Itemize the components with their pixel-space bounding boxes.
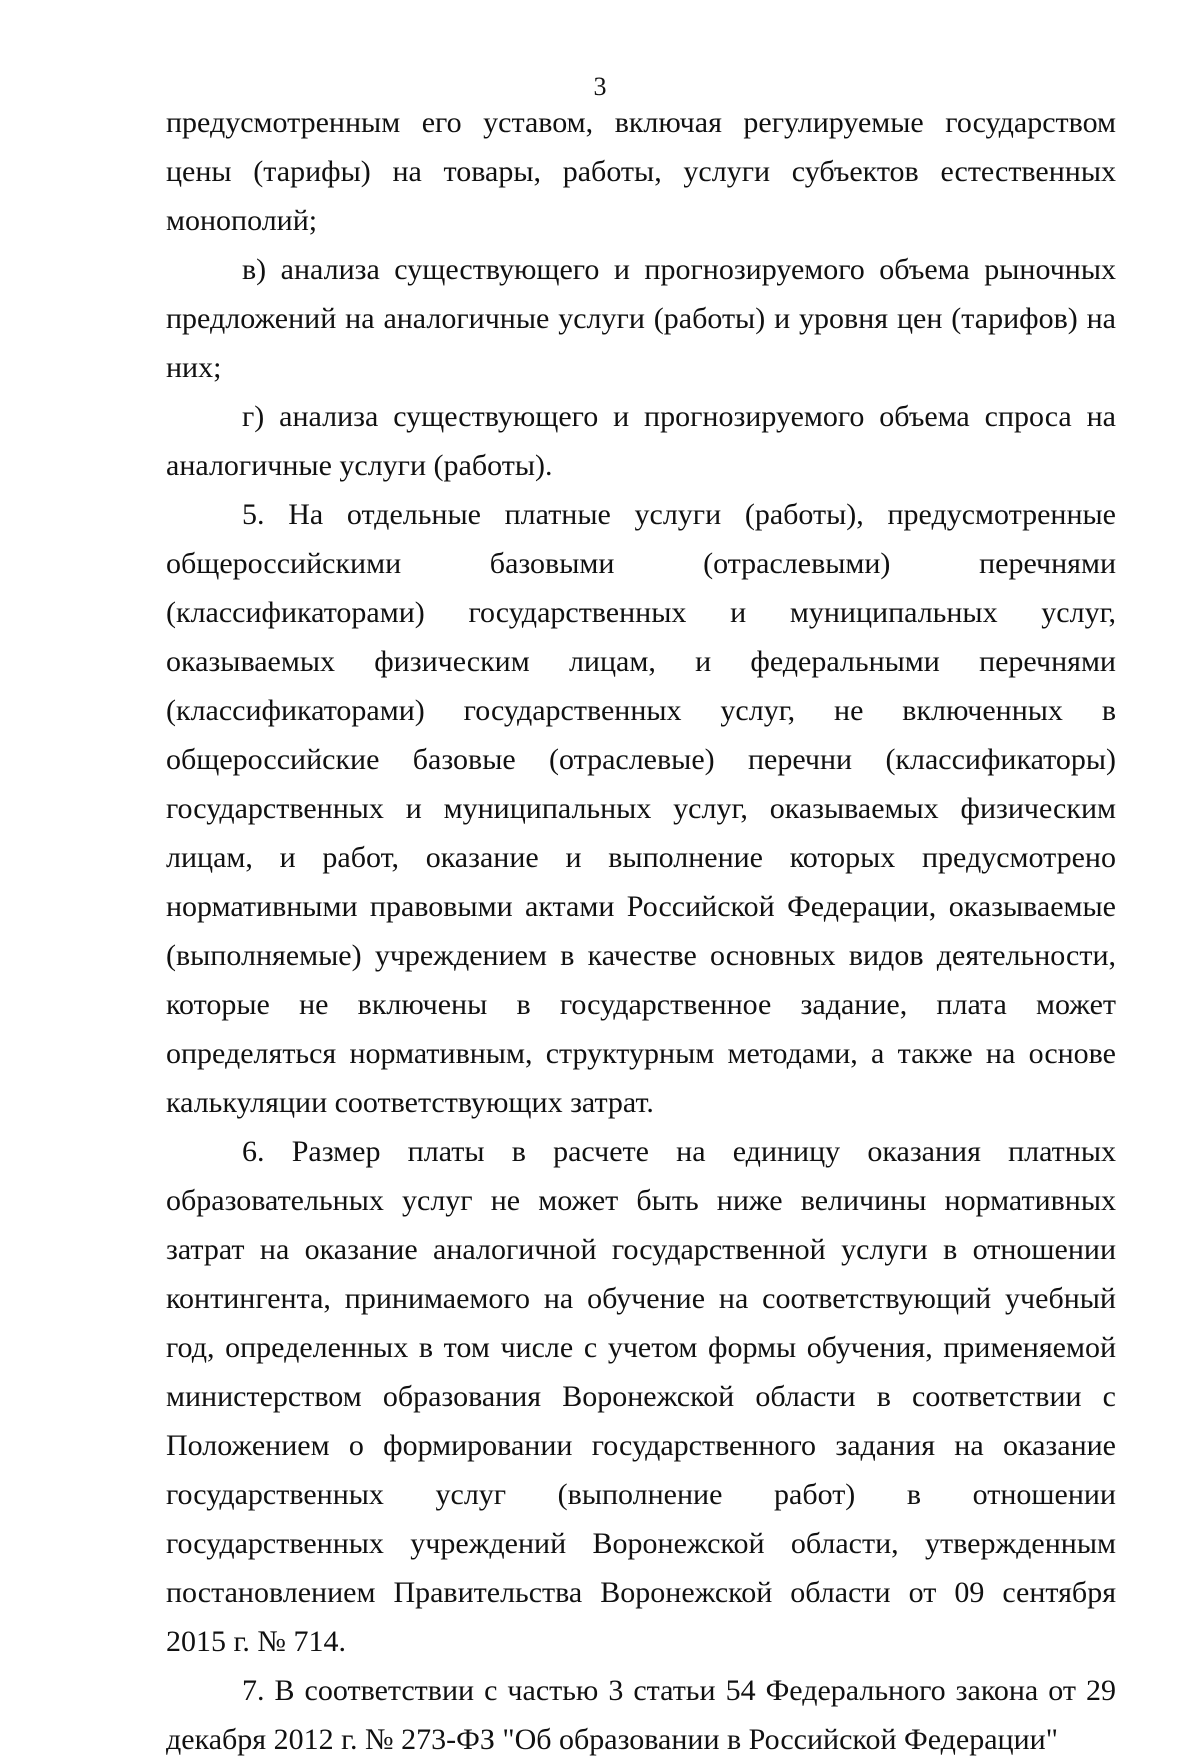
paragraph-5: 5. На отдельные платные услуги (работы), предусмотренные общероссийскими базовыми (отраслевыми) перечнями (классификаторами) государственных и муниципальных услуг, оказываемых физическим лицам, и федеральными перечнями (классификаторами) государственных услуг, не включенных в общероссийские базовые (отраслевые) перечни (классификаторы) государственных и муниципальных услуг, оказываемых физическим лицам, и работ, оказание и выполнение которых предусмотрено нормативными правовыми актами Российской Федерации, оказываемые (выполняемые) учреждением в качестве основных видов деятельности, которые не включены в государственное задание, плата может определяться нормативным, структурным методами, а также на основе калькуляции соответствующих затрат.: [166, 498, 1116, 1119]
paragraph-6: 6. Размер платы в расчете на единицу оказания платных образовательных услуг не может быть ниже величины нормативных затрат на оказание аналогичной государственной услуги в отношении контингента, принимаемого на обучение на соответствующий учебный год, определенных в том числе с учетом формы обучения, применяемой министерством образования Воронежской области в соответствии с Положением о формировании государственного задания на оказание государственных услуг (выполнение работ) в отношении государственных учреждений Воронежской области, утвержденным постановлением Правительства Воронежской области от 09 сентября 2015 г. № 714.: [166, 1135, 1116, 1658]
paragraph-7: 7. В соответствии с частью 3 статьи 54 Федерального закона от 29 декабря 2012 г. № 273-ФЗ "Об образовании в Российской Федерации": [166, 1674, 1116, 1756]
paragraph-item-v: в) анализа существующего и прогнозируемого объема рыночных предложений на аналогичные услуги (работы) и уровня цен (тарифов) на них;: [166, 253, 1116, 384]
page-number: 3: [593, 72, 607, 101]
paragraph-continuation: предусмотренным его уставом, включая регулируемые государством цены (тарифы) на товары, работы, услуги субъектов естественных монополий;: [166, 106, 1116, 237]
paragraph-item-g: г) анализа существующего и прогнозируемого объема спроса на аналогичные услуги (работы).: [166, 400, 1116, 482]
document-body: [166, 98, 1116, 1764]
